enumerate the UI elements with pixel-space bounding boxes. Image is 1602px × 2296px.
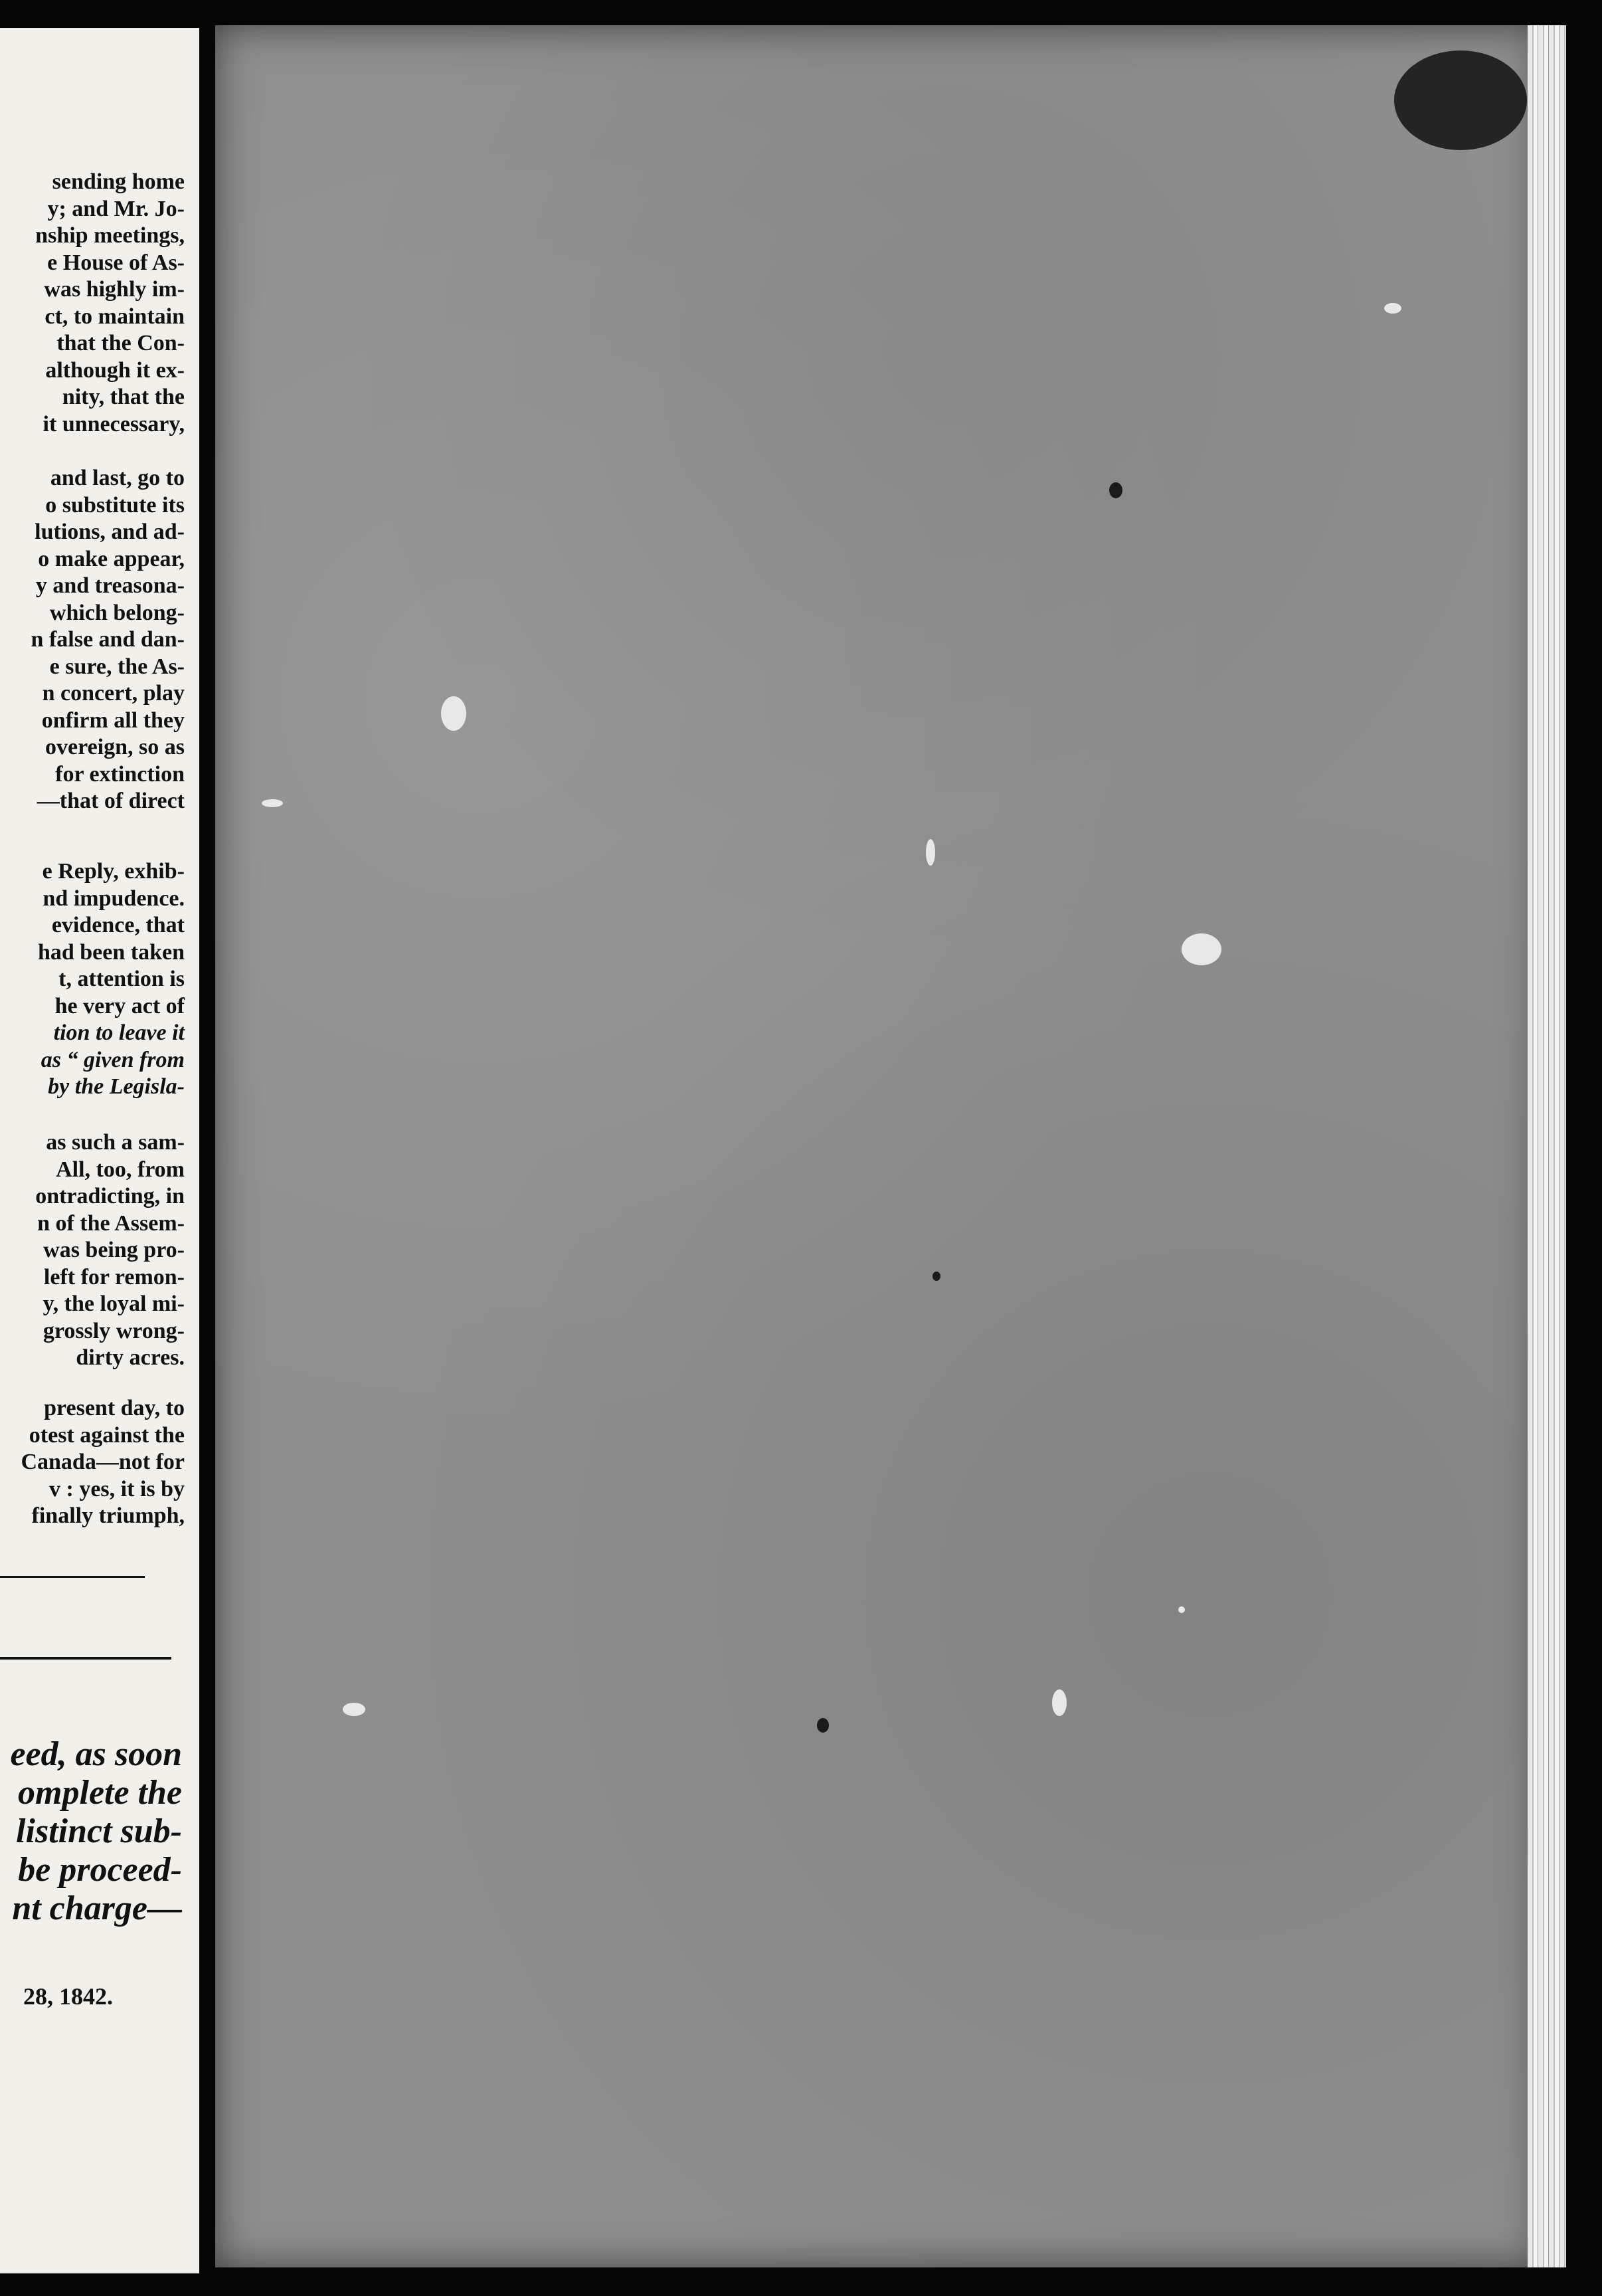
text-line: nship meetings, (35, 223, 185, 248)
text-line: ontradicting, in (35, 1184, 185, 1208)
text-line: onfirm all they (41, 708, 185, 733)
text-line: by the Legisla- (48, 1074, 185, 1099)
text-line: although it ex- (45, 357, 185, 383)
text-line: that the Con- (56, 331, 185, 355)
ink-spot (1394, 50, 1527, 150)
text-line: sending home (52, 169, 185, 194)
text-line: —that of direct (37, 789, 185, 813)
text-line: present day, to (44, 1396, 185, 1420)
text-line: was being pro- (43, 1238, 185, 1262)
ink-spot (933, 1272, 940, 1281)
text-line: n of the Assem- (37, 1210, 185, 1236)
text-line: n false and dan- (31, 627, 185, 652)
paper-speck (926, 839, 935, 866)
ink-spot (1109, 482, 1122, 498)
text-line: which belong- (49, 600, 185, 625)
text-line: dirty acres. (76, 1345, 185, 1370)
short-divider (0, 1576, 145, 1578)
notice-line: eed, as soon (10, 1735, 182, 1773)
paper-speck (343, 1703, 365, 1716)
text-line: e House of As- (47, 250, 185, 275)
text-line: lutions, and ad- (35, 520, 185, 544)
page-edges (1528, 25, 1566, 2267)
text-line: e Reply, exhib- (42, 859, 185, 884)
text-line: y, the loyal mi- (43, 1292, 185, 1316)
notice-line: be proceed- (18, 1851, 182, 1889)
text-line: nity, that the (62, 385, 185, 409)
text-line: grossly wrong- (43, 1318, 185, 1343)
ink-spot (817, 1718, 829, 1733)
paper-speck (1178, 1606, 1185, 1613)
text-line: tion to leave it (53, 1020, 185, 1045)
text-line: y and treasona- (35, 573, 185, 598)
text-line: v : yes, it is by (49, 1476, 185, 1501)
text-line: o substitute its (45, 492, 185, 518)
text-line: it unnecessary, (43, 411, 185, 436)
paper-speck (1384, 303, 1401, 314)
text-line: as such a sam- (46, 1130, 185, 1155)
text-line: evidence, that (51, 913, 185, 937)
text-line: for extinction (55, 761, 185, 787)
text-line: he very act of (54, 993, 185, 1018)
text-line: and last, go to (50, 466, 185, 490)
text-line: e sure, the As- (49, 654, 185, 679)
text-line: All, too, from (56, 1157, 185, 1182)
notice-date: 28, 1842. (23, 1983, 113, 2010)
text-line: was highly im- (44, 277, 185, 302)
text-line: left for remon- (43, 1264, 185, 1290)
text-line: ct, to maintain (44, 304, 185, 329)
thick-divider (0, 1657, 171, 1660)
text-line: overeign, so as (45, 735, 185, 759)
paper-speck (262, 799, 283, 807)
notice-line: listinct sub- (16, 1812, 182, 1850)
text-line: t, attention is (58, 967, 185, 991)
text-line: as “ given from (41, 1047, 185, 1072)
text-line: n concert, play (42, 681, 185, 706)
paper-speck (441, 696, 466, 731)
notice-line: nt charge— (12, 1889, 182, 1927)
text-line: had been taken (37, 939, 185, 965)
text-line: nd impudence. (43, 886, 185, 911)
text-line: o make appear, (38, 546, 185, 571)
paper-speck (1182, 933, 1221, 965)
text-line: Canada—not for (21, 1450, 185, 1474)
blank-page (215, 25, 1541, 2267)
text-line: finally triumph, (31, 1503, 185, 1528)
text-line: otest against the (29, 1422, 185, 1448)
text-line: y; and Mr. Jo- (47, 196, 185, 221)
paper-speck (1052, 1689, 1067, 1716)
left-page-fragment (0, 28, 199, 2273)
notice-line: omplete the (18, 1774, 182, 1812)
